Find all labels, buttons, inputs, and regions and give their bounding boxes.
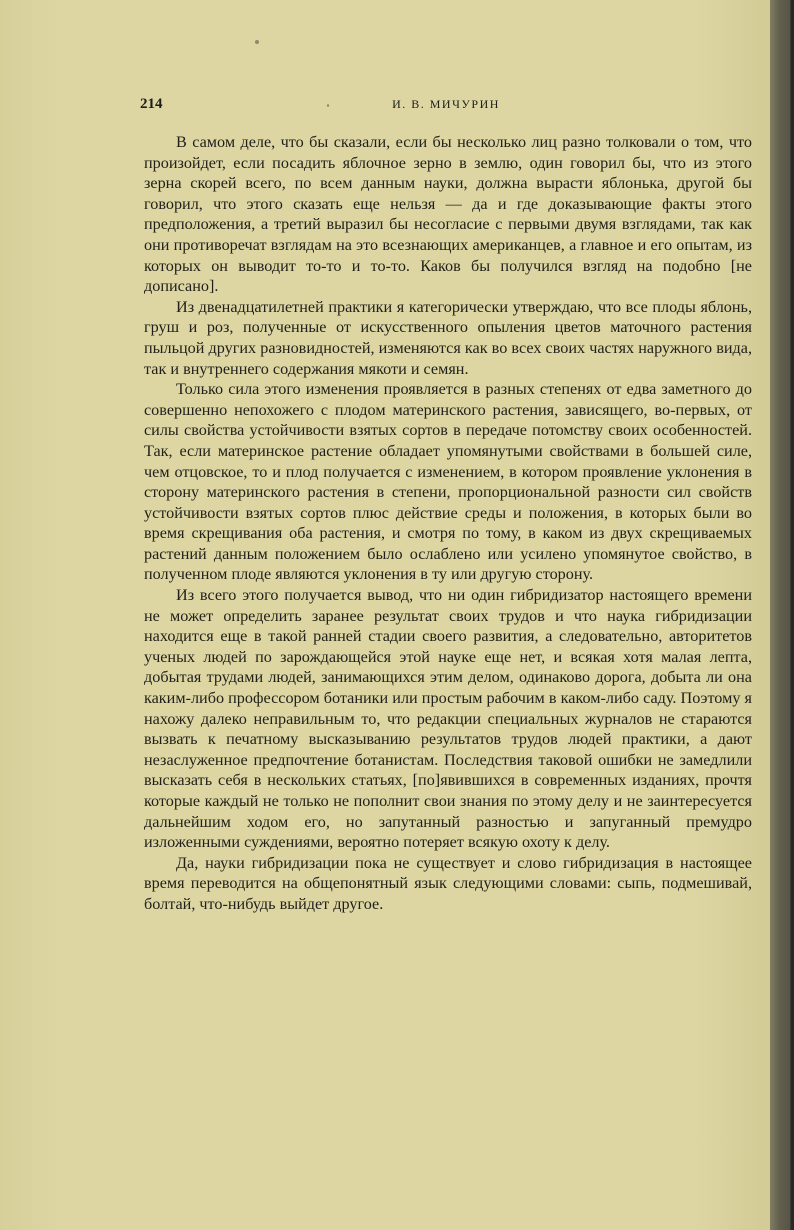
paragraph-1: В самом деле, что бы сказали, если бы несколько лиц разно толковали о том, что произойдет, если посадить яблочное зерно в землю, один говорил бы, что из этого зерна скорей всего, по всем данным науки, должна вырасти яблонька, другой бы говорил, что этого сказать еще нельзя — да и где доказывающие факты этого предположения, а третий выразил бы несогласие с первыми двумя взглядами, так как они противоречат взглядам на это всезнающих американцев, а главное и его опытам, из которых он выводит то-то и то-то. Каков бы получился взгляд на подобно [не дописано]. [144, 133, 752, 296]
page-edge-strip [770, 0, 791, 1230]
paragraph-4: Из всего этого получается вывод, что ни один гибридизатор настоящего времени не может определить заранее результат своих трудов и что наука гибридизации находится еще в такой ранней стадии своего развития, а следовательно, авторитетов ученых людей по зарождающейся этой науке еще нет, и всякая хотя малая лепта, добытая трудами людей, занимающихся этим делом, одинаково дорога, добыта ли она каким-либо профессором ботаники или простым рабочим в каком-либо саду. Поэтому я нахожу далеко неправильным то, что редакции специальных журналов не стараются вызвать к печатному высказыванию результатов трудов людей практики, а дают незаслуженное предпочтение ботанистам. Последствия таковой ошибки не замедлили высказать себя в нескольких статьях, [по]явившихся в современных изданиях, прочтя которые каждый не только не пополнит свои знания по этому делу и не заинтересуется дальнейшим ходом его, но запутанный разностью и запуганный премудро изложенными суждениями, вероятно потеряет всякую охоту к делу. [144, 586, 752, 852]
paragraph-2: Из двенадцатилетней практики я категорически утверждаю, что все плоды яблонь, груш и роз, полученные от искусственного опыления цветов маточного растения пыльцой других разновидностей, изменяются как во всех своих частях наружного вида, так и внутреннего содержания мякоти и семян. [144, 297, 752, 378]
paragraph-5: Да, науки гибридизации пока не существует и слово гибридизация в настоящее время переводится на общепонятный язык следующими словами: сыпь, подмешивай, болтай, что-нибудь выйдет другое. [144, 853, 752, 913]
body-text [144, 132, 752, 915]
running-title: И. В. МИЧУРИН [392, 97, 500, 111]
paper-speck [255, 40, 259, 44]
page-edge [770, 0, 794, 1230]
page-number: 214 [140, 96, 163, 112]
paragraph-3: Только сила этого изменения проявляется в разных степенях от едва заметного до совершенно непохожего с плодом материнского растения, зависящего, во-первых, от силы свойства устойчивости взятых сортов в передаче потомству своих особенностей. Так, если материнское растение обладает упомянутыми свойствами в большей силе, чем отцовское, то и плод получается с изменением, в котором проявление уклонения в сторону материнского растения в степени, пропорциональной разности сил свойств устойчивости взятых сортов плюс действие среды и положения, в которых были во время скрещивания оба растения, и смотря по тому, в каком из двух скрещиваемых растений данным положением было ослаблено или усилено упомянутое свойство, в полученном плоде являются уклонения в ту или другую сторону. [144, 380, 752, 584]
page-header [140, 96, 752, 116]
